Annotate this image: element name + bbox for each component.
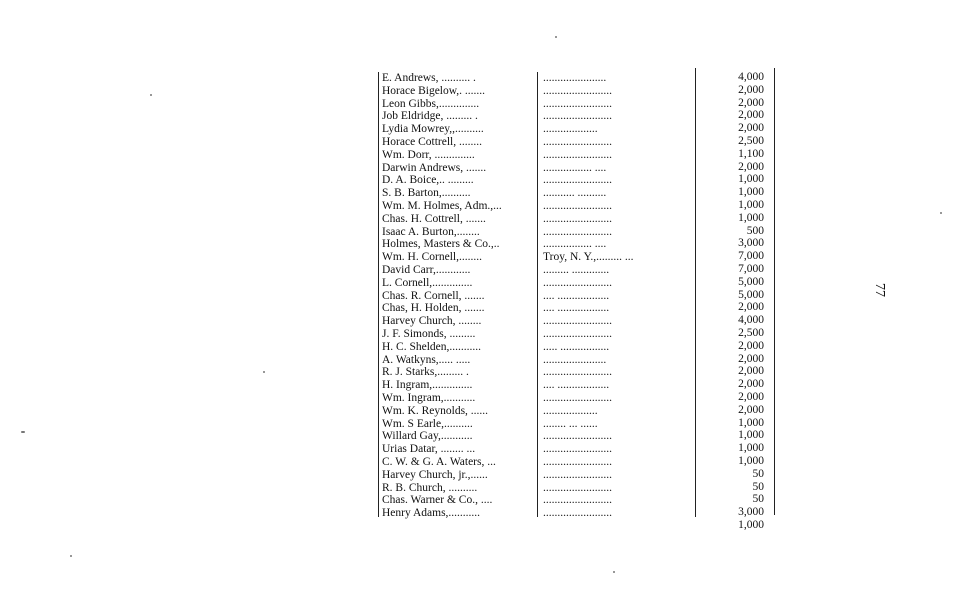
entry-amount: 50 xyxy=(752,480,764,493)
entry-place: Troy, N. Y.,......... ... xyxy=(543,251,634,264)
entry-name: H. Ingram,.............. xyxy=(382,379,473,392)
entry-place: ...................... xyxy=(543,72,607,84)
entry-name: Holmes, Masters & Co.,.. xyxy=(382,238,500,251)
entry-name: Leon Gibbs,.............. xyxy=(382,97,480,110)
entry-name: Wm. Ingram,........... xyxy=(382,391,476,404)
entry-name: Isaac A. Burton,........ xyxy=(382,225,480,238)
entry-amount: 5,000 xyxy=(738,275,764,288)
paper-speck xyxy=(150,94,152,96)
entry-place: ..... ................. xyxy=(543,340,610,353)
ledger-table xyxy=(378,68,778,531)
entry-name: S. B. Barton,.......... xyxy=(382,187,471,200)
entry-place: .... .................. xyxy=(543,302,610,315)
entry-place: ........................ xyxy=(543,199,612,212)
entry-name: L. Cornell,.............. xyxy=(382,276,473,289)
entry-amount: 2,000 xyxy=(738,160,764,173)
entry-place: ........................ xyxy=(543,430,612,443)
entry-place: ........................ xyxy=(543,507,612,520)
entry-amount: 1,000 xyxy=(738,211,764,224)
entry-place: ........................ xyxy=(543,84,612,97)
entry-name: A. Watkyns,..... ..... xyxy=(382,353,471,366)
entry-name: R. J. Starks,......... . xyxy=(382,366,469,379)
entry-amount: 7,000 xyxy=(738,262,764,275)
entry-amount: 1,000 xyxy=(738,416,764,429)
entry-amount: 7,000 xyxy=(738,250,764,263)
entry-amount: 2,000 xyxy=(738,109,764,122)
paper-speck xyxy=(940,212,942,214)
entry-name: J. F. Simonds, ......... xyxy=(382,327,476,340)
entry-name: D. A. Boice,.. ......... xyxy=(382,174,474,187)
entry-place: ........................ xyxy=(543,455,612,468)
entry-amount: 2,000 xyxy=(738,339,764,352)
entry-place: ........................ xyxy=(543,468,612,481)
entry-place: ................... xyxy=(543,123,598,136)
entry-place: ........ ... ...... xyxy=(543,417,598,430)
entry-place: ........................ xyxy=(543,110,612,123)
paper-speck xyxy=(555,36,557,38)
entry-place: ...................... xyxy=(543,353,607,366)
entry-amount: 1,000 xyxy=(738,186,764,199)
entry-name: Chas. Warner & Co., .... xyxy=(382,494,493,507)
entry-name: Job Eldridge, ......... . xyxy=(382,110,478,123)
entry-name: Wm. S Earle,.......... xyxy=(382,417,473,430)
entry-place: ........................ xyxy=(543,174,612,187)
entry-amount: 1,000 xyxy=(738,198,764,211)
entry-name: Chas. R. Cornell, ....... xyxy=(382,289,485,302)
entry-place: ........................ xyxy=(543,225,612,238)
entry-name: Lydia Mowrey,,.......... xyxy=(382,123,484,136)
entry-amount: 1,000 xyxy=(738,454,764,467)
paper-speck xyxy=(613,571,615,573)
entry-name: Wm. H. Cornell,........ xyxy=(382,251,482,264)
entry-name: Harvey Church, ........ xyxy=(382,315,482,328)
entry-amount: 2,500 xyxy=(738,134,764,147)
entry-place: ................. .... xyxy=(543,238,607,251)
entry-amount: 2,000 xyxy=(738,352,764,365)
entry-name: Wm. M. Holmes, Adm.,... xyxy=(382,199,502,212)
entry-place: .... .................. xyxy=(543,379,610,392)
entry-place: ......... ............. xyxy=(543,263,610,276)
entry-amount: 2,000 xyxy=(738,390,764,403)
entry-place: ........................ xyxy=(543,97,612,110)
entry-name: Horace Cottrell, ........ xyxy=(382,135,482,148)
entry-amount: 2,000 xyxy=(738,122,764,135)
entry-name: Wm. Dorr, .............. xyxy=(382,148,475,161)
entry-amount: 1,000 xyxy=(738,429,764,442)
entry-place: ........................ xyxy=(543,366,612,379)
entry-place: ........................ xyxy=(543,276,612,289)
entry-place: ........................ xyxy=(543,212,612,225)
entry-name: Chas. H. Cottrell, ....... xyxy=(382,212,486,225)
paper-speck xyxy=(70,555,72,557)
entry-amount: 2,000 xyxy=(738,301,764,314)
entry-amount: 50 xyxy=(752,467,764,480)
page-number: 77 xyxy=(872,283,887,297)
entry-amount: 4,000 xyxy=(738,71,764,83)
entry-place: ........................ xyxy=(543,315,612,328)
entry-place: ................. .... xyxy=(543,161,607,174)
entry-name: Horace Bigelow,. ....... xyxy=(382,84,486,97)
entry-place: .... .................. xyxy=(543,289,610,302)
entry-amount: 1,000 xyxy=(738,173,764,186)
entry-place: ........................ xyxy=(543,443,612,456)
entry-place: ........................ xyxy=(543,494,612,507)
entry-name: C. W. & G. A. Waters, ... xyxy=(382,455,496,468)
entry-amount: 50 xyxy=(752,493,764,506)
entry-amount: 3,000 xyxy=(738,237,764,250)
entry-place: ........................ xyxy=(543,327,612,340)
entry-place: ........... .......... xyxy=(543,187,607,200)
entry-amount: 2,000 xyxy=(738,403,764,416)
entry-name: R. B. Church, .......... xyxy=(382,481,478,494)
entry-amount: 3,000 xyxy=(738,506,764,519)
ledger-rows xyxy=(378,72,778,533)
entry-amount: 500 xyxy=(746,224,764,237)
entry-name: Henry Adams,........... xyxy=(382,507,481,520)
entry-name: E. Andrews, .......... . xyxy=(382,72,476,84)
entry-amount: 2,000 xyxy=(738,83,764,96)
entry-name: Urias Datar, ........ ... xyxy=(382,443,476,456)
entry-place: ........................ xyxy=(543,148,612,161)
entry-place: ........................ xyxy=(543,135,612,148)
entry-amount: 1,100 xyxy=(738,147,764,160)
entry-name: Chas, H. Holden, ....... xyxy=(382,302,485,315)
entry-amount: 2,500 xyxy=(738,326,764,339)
entry-name: H. C. Shelden,........... xyxy=(382,340,482,353)
entry-name: Willard Gay,........... xyxy=(382,430,473,443)
entry-name: Wm. K. Reynolds, ...... xyxy=(382,404,489,417)
entry-place: ................... xyxy=(543,404,598,417)
entry-amount: 2,000 xyxy=(738,378,764,391)
ledger-row xyxy=(378,520,778,533)
entry-amount: 4,000 xyxy=(738,314,764,327)
entry-amount: 2,000 xyxy=(738,365,764,378)
entry-name: Harvey Church, jr.,...... xyxy=(382,468,488,481)
entry-amount: 1,000 xyxy=(738,442,764,455)
entry-place: ........................ xyxy=(543,481,612,494)
paper-speck xyxy=(21,431,25,433)
entry-name: David Carr,............ xyxy=(382,263,471,276)
entry-amount: 5,000 xyxy=(738,288,764,301)
entry-amount: 1,000 xyxy=(738,518,764,531)
entry-amount: 2,000 xyxy=(738,96,764,109)
entry-name: Darwin Andrews, ....... xyxy=(382,161,487,174)
paper-speck xyxy=(263,371,265,373)
entry-place: ........................ xyxy=(543,391,612,404)
